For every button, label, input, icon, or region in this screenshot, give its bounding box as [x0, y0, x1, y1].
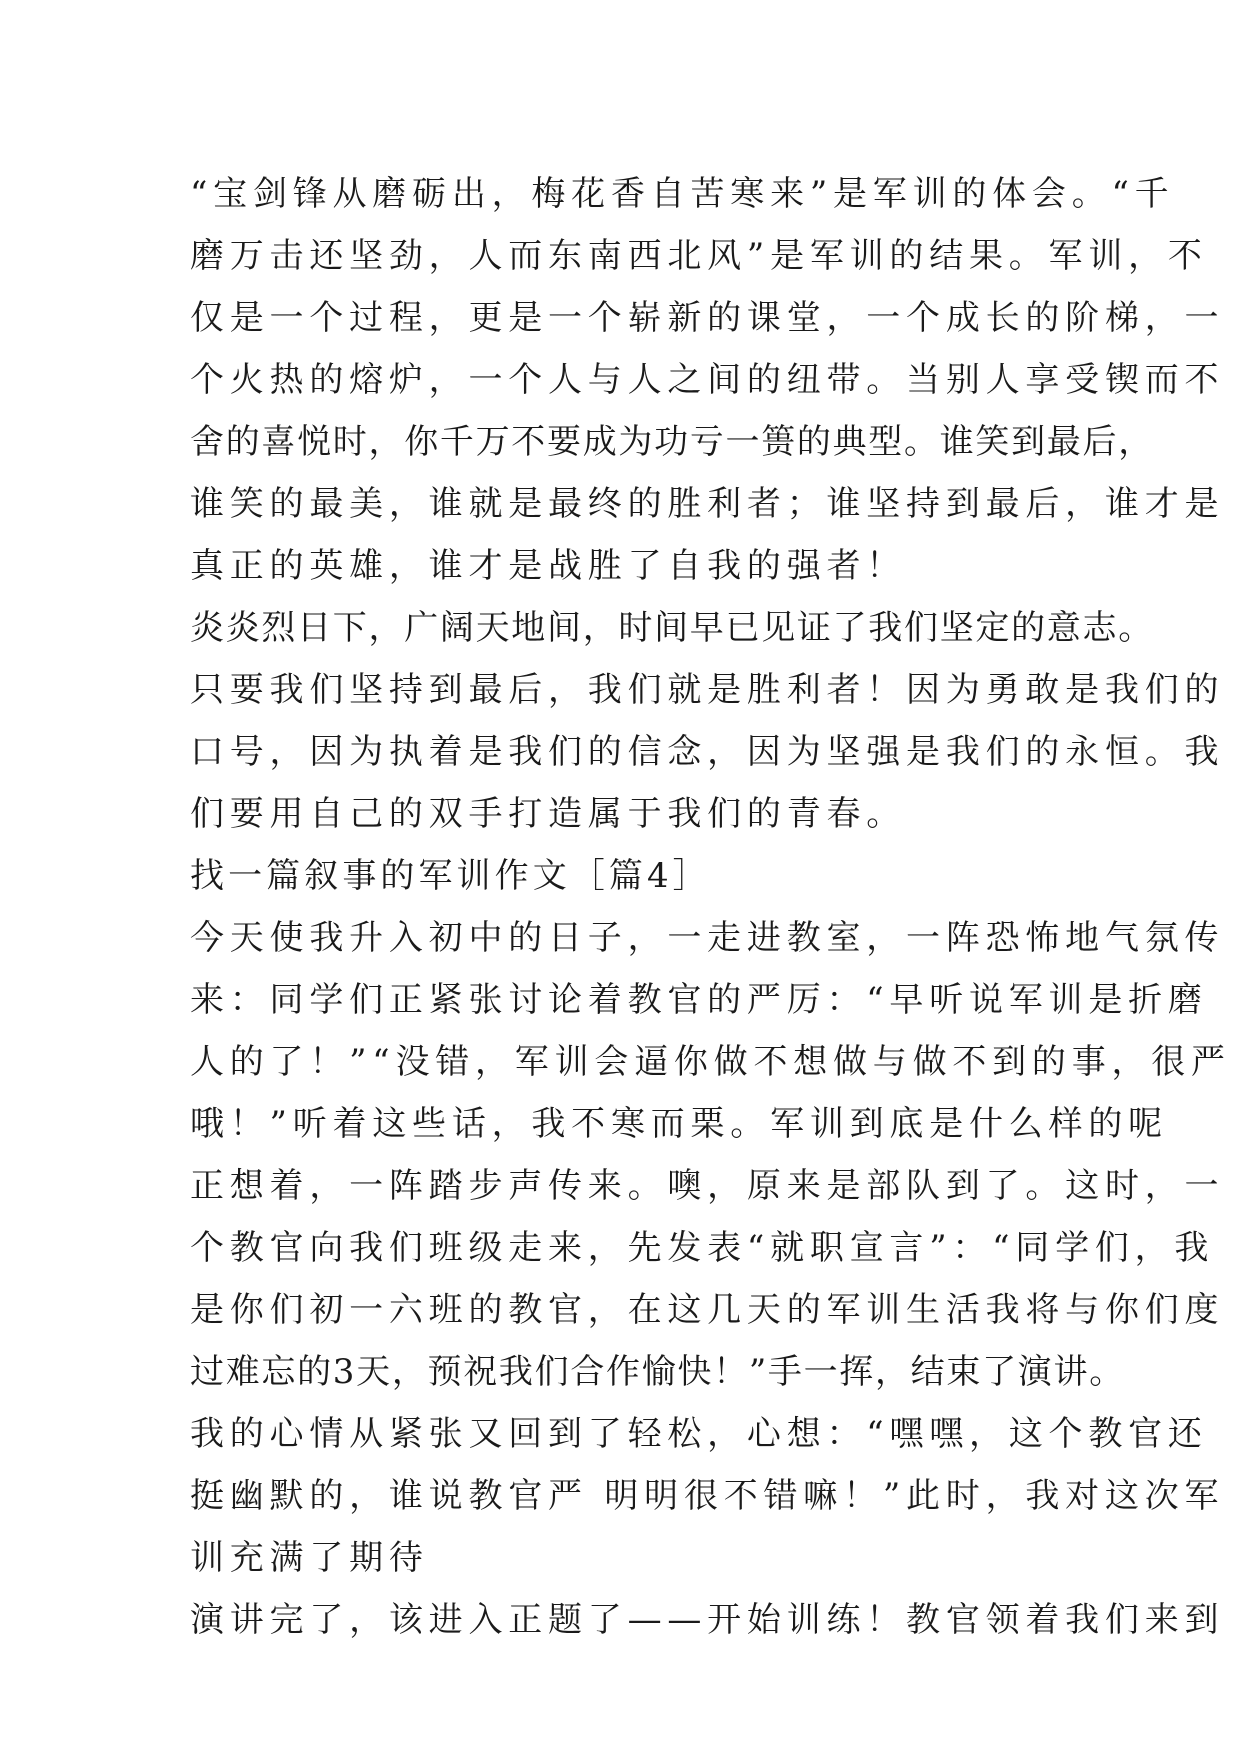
text-line: 挺幽默的，谁说教官严 明明很不错嘛！”此时，我对这次军 — [190, 1476, 1225, 1516]
text-line: 仅是一个过程，更是一个崭新的课堂，一个成长的阶梯，一 — [190, 298, 1225, 338]
text-line: 训充满了期待 — [190, 1538, 429, 1578]
text-line: 真正的英雄，谁才是战胜了自我的强者！ — [190, 546, 907, 586]
text-line: 个教官向我们班级走来，先发表“就职宣言”：“同学们，我 — [190, 1228, 1215, 1268]
text-line: 是你们初一六班的教官，在这几天的军训生活我将与你们度 — [190, 1290, 1225, 1330]
text-line: 谁笑的最美，谁就是最终的胜利者；谁坚持到最后，谁才是 — [190, 484, 1225, 524]
text-line: 人的了！”“没错，军训会逼你做不想做与做不到的事，很严 — [190, 1042, 1231, 1082]
text-line: 们要用自己的双手打造属于我们的青春。 — [190, 794, 907, 834]
text-line: 演讲完了，该进入正题了——开始训练！教官领着我们来到 — [190, 1600, 1225, 1640]
text-line: 只要我们坚持到最后，我们就是胜利者！因为勇敢是我们的 — [190, 670, 1225, 710]
text-line: 口号，因为执着是我们的信念，因为坚强是我们的永恒。我 — [190, 732, 1225, 772]
body-text — [190, 163, 1231, 1651]
text-line: 正想着，一阵踏步声传来。噢，原来是部队到了。这时，一 — [190, 1166, 1225, 1206]
text-line: “宝剑锋从磨砺出，梅花香自苦寒来”是军训的体会。“千 — [190, 174, 1175, 214]
text-line: 个火热的熔炉，一个人与人之间的纽带。当别人享受锲而不 — [190, 360, 1225, 400]
text-line: 来：同学们正紧张讨论着教官的严厉：“早听说军训是折磨 — [190, 980, 1208, 1020]
section-heading: 找一篇叙事的军训作文［篇4］ — [190, 856, 711, 896]
text-line: 炎炎烈日下，广阔天地间，时间早已见证了我们坚定的意志。 — [190, 608, 1154, 648]
text-line: 哦！”听着这些话，我不寒而栗。军训到底是什么样的呢 — [190, 1104, 1168, 1144]
text-line: 磨万击还坚劲，人而东南西北风”是军训的结果。军训，不 — [190, 236, 1208, 276]
text-line: 我的心情从紧张又回到了轻松，心想：“嘿嘿，这个教官还 — [190, 1414, 1208, 1454]
text-line: 过难忘的3天，预祝我们合作愉快！”手一挥，结束了演讲。 — [190, 1352, 1125, 1392]
text-line: 舍的喜悦时，你千万不要成为功亏一篑的典型。谁笑到最后， — [190, 422, 1154, 462]
text-line: 今天使我升入初中的日子，一走进教室，一阵恐怖地气氛传 — [190, 918, 1225, 958]
